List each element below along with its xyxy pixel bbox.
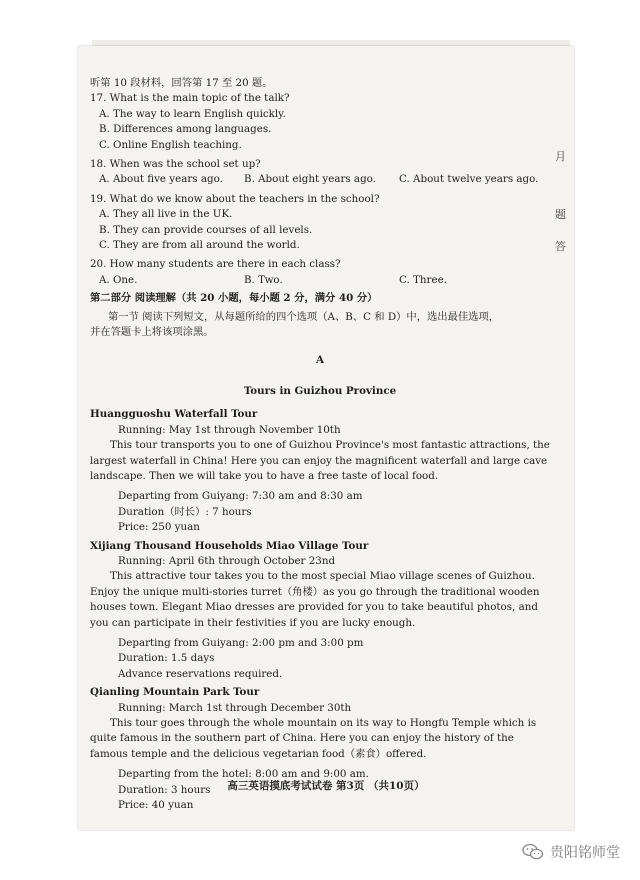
tour-running: Running: May 1st through November 10th <box>118 423 341 436</box>
tour-detail: Duration（时长）: 7 hours <box>118 505 252 518</box>
question-19 <box>90 192 550 254</box>
tour-section <box>90 539 550 683</box>
option: B. About eight years ago. <box>244 173 376 186</box>
question-text: 17. What is the main topic of the talk? <box>90 92 290 105</box>
watermark-text: 贵阳铭师堂 <box>550 845 620 861</box>
passage-letter: A <box>316 353 324 366</box>
instruction-line-2: 并在答题卡上将该项涂黑。 <box>90 326 214 339</box>
tour-detail: Duration: 3 hours <box>118 783 211 796</box>
option: B. They can provide courses of all levels. <box>99 223 313 236</box>
tour-section <box>90 685 550 813</box>
option: B. Differences among languages. <box>99 123 272 136</box>
tour-section <box>90 407 550 535</box>
option: B. Two. <box>244 273 283 286</box>
side-mark: 答 <box>555 240 566 253</box>
question-text: 20. How many students are there in each class? <box>90 258 341 271</box>
question-18 <box>90 157 550 188</box>
option: A. The way to learn English quickly. <box>99 107 286 120</box>
tour-detail: Duration: 1.5 days <box>118 652 215 665</box>
option: C. Online English teaching. <box>99 138 242 151</box>
options-row <box>90 172 550 187</box>
listening-intro: 听第 10 段材料，回答第 17 至 20 题。 <box>90 77 273 89</box>
page-content <box>90 76 550 813</box>
passage-title: Tours in Guizhou Province <box>243 384 397 397</box>
tour-description: This tour transports you to one of Guizhou Province's most fantastic attractions, the largest waterfall in China! Here you can enjoy the magnificent waterfall and large cave landscape. Then we will take you to have a free taste of local food. <box>90 439 550 482</box>
part2-heading: 第二部分 阅读理解（共 20 小题，每小题 2 分，满分 40 分） <box>90 292 378 305</box>
option: C. About twelve years ago. <box>399 173 539 186</box>
tour-detail: Price: 250 yuan <box>118 521 200 534</box>
option: A. About five years ago. <box>99 173 223 186</box>
tour-detail: Advance reservations required. <box>118 667 283 680</box>
tour-running: Running: March 1st through December 30th <box>118 701 352 714</box>
tour-detail: Departing from Guiyang: 2:00 pm and 3:00 pm <box>118 637 364 649</box>
tour-running: Running: April 6th through October 23nd <box>118 554 336 567</box>
tour-title: Xijiang Thousand Households Miao Village Tour <box>90 539 369 552</box>
tour-detail: Departing from the hotel: 8:00 am and 9:00 am. <box>118 768 369 781</box>
tour-description: This attractive tour takes you to the most special Miao village scenes of Guizhou. Enjoy the unique multi-stories turret（角楼）as you go through the traditional wooden houses town. Elegant Miao dresses are provided for you to take beautiful photos, and you can participate in their festivities if you are lucky enough. <box>90 570 540 629</box>
tour-detail: Price: 40 yuan <box>118 799 194 812</box>
wechat-icon <box>522 843 544 861</box>
tour-title: Huangguoshu Waterfall Tour <box>90 408 258 421</box>
options-row <box>90 273 550 288</box>
tour-description: This tour goes through the whole mountain on its way to Hongfu Temple which is quite famous in the southern part of China. Here you can enjoy the history of the famous temple and the delicious vegetarian food（素食）offered. <box>90 717 537 760</box>
instruction-line-1: 第一节 阅读下列短文，从每题所给的四个选项（A、B、C 和 D）中，选出最佳选项， <box>108 310 500 323</box>
side-mark: 月 <box>555 150 566 163</box>
tour-title: Qianling Mountain Park Tour <box>90 686 260 699</box>
option: C. They are from all around the world. <box>99 239 300 252</box>
option: C. Three. <box>399 273 447 286</box>
question-text: 19. What do we know about the teachers in the school? <box>90 192 380 205</box>
option: A. They all live in the UK. <box>99 208 233 221</box>
side-mark: 题 <box>555 208 566 221</box>
tour-detail: Departing from Guiyang: 7:30 am and 8:30 am <box>118 490 363 503</box>
question-20 <box>90 257 550 288</box>
option: A. One. <box>99 273 138 286</box>
question-17 <box>90 91 550 153</box>
watermark <box>522 842 620 862</box>
page-footer: 高三英语摸底考试试卷 第3页 （共10页） <box>227 780 425 792</box>
question-text: 18. When was the school set up? <box>90 158 261 171</box>
